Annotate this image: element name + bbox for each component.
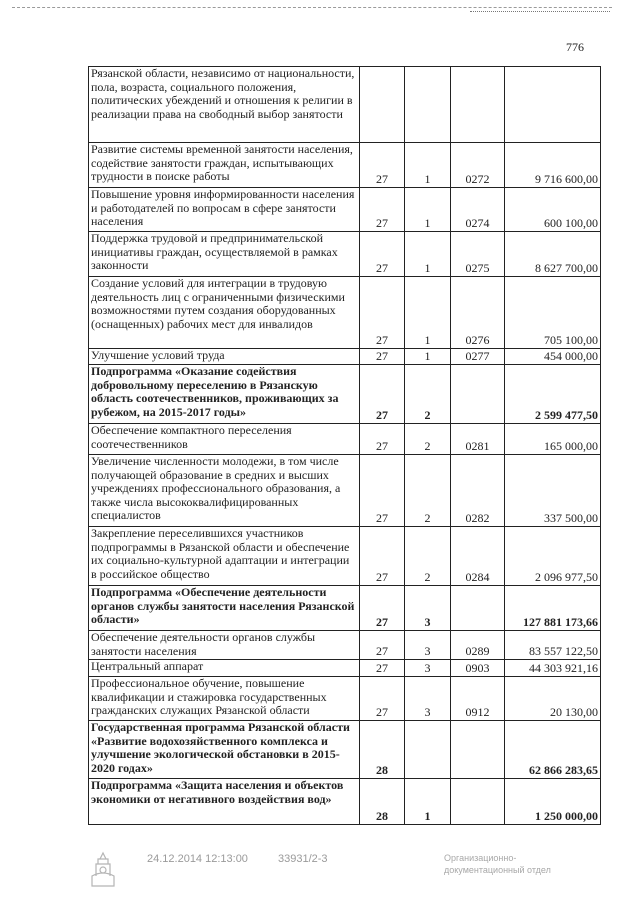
cell-amount	[505, 67, 601, 143]
cell-amount: 127 881 173,66	[505, 586, 601, 631]
cell-subsection: 2	[405, 424, 451, 455]
cell-amount: 20 130,00	[505, 677, 601, 721]
cell-target: 0277	[451, 349, 505, 365]
cell-subsection: 2	[405, 527, 451, 586]
table-row	[89, 277, 601, 349]
cell-target	[451, 365, 505, 424]
cell-target: 0284	[451, 527, 505, 586]
cell-section: 27	[360, 455, 405, 527]
cell-name: Профессиональное обучение, повышение квалификации и стажировка государственных гражданских служащих Рязанской области	[89, 677, 360, 721]
cell-name: Обеспечение деятельности органов службы занятости населения	[89, 631, 360, 660]
cell-section: 27	[360, 527, 405, 586]
cell-target	[451, 721, 505, 779]
cell-section: 27	[360, 660, 405, 677]
cell-amount: 165 000,00	[505, 424, 601, 455]
table-row	[89, 349, 601, 365]
cell-target: 0276	[451, 277, 505, 349]
table-row	[89, 660, 601, 677]
cell-name: Подпрограмма «Защита населения и объектов экономики от негативного воздействия вод»	[89, 779, 360, 825]
cell-amount: 337 500,00	[505, 455, 601, 527]
cell-target: 0281	[451, 424, 505, 455]
cell-name: Рязанской области, независимо от национальности, пола, возраста, социального положения, политических убеждений и отношения к религии в реализации права на свободный выбор занятости	[89, 67, 360, 143]
cell-name: Повышение уровня информированности населения и работодателей по вопросам в сфере занятости населения	[89, 188, 360, 232]
cell-subsection: 1	[405, 349, 451, 365]
cell-target	[451, 67, 505, 143]
table-row	[89, 365, 601, 424]
cell-amount: 705 100,00	[505, 277, 601, 349]
table-row	[89, 67, 601, 143]
cell-name: Государственная программа Рязанской области «Развитие водохозяйственного комплекса и улучшение экологической обстановки в 2015-2020 годах»	[89, 721, 360, 779]
cell-target: 0912	[451, 677, 505, 721]
top-scan-line	[12, 7, 612, 8]
footer-department	[444, 852, 551, 876]
cell-subsection: 3	[405, 586, 451, 631]
cell-subsection: 3	[405, 660, 451, 677]
cell-name: Развитие системы временной занятости населения, содействие занятости граждан, испытывающих трудности в поиске работы	[89, 143, 360, 188]
budget-table	[88, 66, 601, 825]
cell-section: 27	[360, 631, 405, 660]
cell-section: 27	[360, 277, 405, 349]
cell-target: 0282	[451, 455, 505, 527]
cell-subsection: 1	[405, 188, 451, 232]
cell-target: 0289	[451, 631, 505, 660]
cell-amount: 2 096 977,50	[505, 527, 601, 586]
cell-subsection: 2	[405, 455, 451, 527]
cell-amount: 2 599 477,50	[505, 365, 601, 424]
table-row	[89, 455, 601, 527]
cell-target	[451, 586, 505, 631]
cell-amount: 62 866 283,65	[505, 721, 601, 779]
cell-name: Закрепление переселившихся участников подпрограммы в Рязанской области и обеспечение их социально-культурной адаптации и интеграции в российское общество	[89, 527, 360, 586]
cell-subsection	[405, 67, 451, 143]
budget-table-body	[89, 67, 601, 825]
cell-section	[360, 67, 405, 143]
cell-section: 27	[360, 677, 405, 721]
cell-target: 0274	[451, 188, 505, 232]
cell-section: 27	[360, 143, 405, 188]
table-row	[89, 631, 601, 660]
cell-subsection: 1	[405, 277, 451, 349]
cell-section: 28	[360, 779, 405, 825]
cell-amount: 44 303 921,16	[505, 660, 601, 677]
cell-name: Улучшение условий труда	[89, 349, 360, 365]
cell-amount: 454 000,00	[505, 349, 601, 365]
footer-department-line1: Организационно-	[444, 853, 517, 863]
cell-target: 0272	[451, 143, 505, 188]
cell-name: Подпрограмма «Оказание содействия добровольному переселению в Рязанскую область соотечественников, проживающих за рубежом, на 2015-2017 годы»	[89, 365, 360, 424]
table-row	[89, 188, 601, 232]
cell-amount: 1 250 000,00	[505, 779, 601, 825]
coat-of-arms-emblem	[86, 850, 120, 888]
cell-name: Увеличение численности молодежи, в том числе получающей образование в средних и высших учреждениях профессионального образования, а также числа высококвалифицированных специалистов	[89, 455, 360, 527]
cell-section: 27	[360, 349, 405, 365]
table-row	[89, 424, 601, 455]
cell-target: 0903	[451, 660, 505, 677]
cell-subsection: 2	[405, 365, 451, 424]
cell-section: 27	[360, 232, 405, 277]
cell-name: Обеспечение компактного переселения соотечественников	[89, 424, 360, 455]
cell-subsection	[405, 721, 451, 779]
cell-target	[451, 779, 505, 825]
top-scan-mark	[470, 11, 610, 12]
cell-section: 27	[360, 424, 405, 455]
table-row	[89, 143, 601, 188]
table-row	[89, 527, 601, 586]
cell-target: 0275	[451, 232, 505, 277]
cell-name: Создание условий для интеграции в трудовую деятельность лиц с ограниченными физическими возможностями путем создания оборудованных (оснащенных) рабочих мест для инвалидов	[89, 277, 360, 349]
cell-subsection: 1	[405, 232, 451, 277]
cell-amount: 600 100,00	[505, 188, 601, 232]
footer-department-line2: документационный отдел	[444, 865, 551, 875]
cell-amount: 9 716 600,00	[505, 143, 601, 188]
cell-name: Подпрограмма «Обеспечение деятельности органов службы занятости населения Рязанской области»	[89, 586, 360, 631]
table-row	[89, 779, 601, 825]
cell-amount: 8 627 700,00	[505, 232, 601, 277]
cell-subsection: 1	[405, 779, 451, 825]
cell-name: Центральный аппарат	[89, 660, 360, 677]
table-row	[89, 232, 601, 277]
cell-section: 28	[360, 721, 405, 779]
footer-timestamp: 24.12.2014 12:13:00	[147, 853, 248, 865]
cell-subsection: 3	[405, 631, 451, 660]
cell-section: 27	[360, 586, 405, 631]
cell-subsection: 1	[405, 143, 451, 188]
cell-name: Поддержка трудовой и предпринимательской инициативы граждан, осуществляемой в рамках законности	[89, 232, 360, 277]
table-row	[89, 586, 601, 631]
cell-amount: 83 557 122,50	[505, 631, 601, 660]
cell-section: 27	[360, 188, 405, 232]
footer-doc-number: 33931/2-3	[278, 853, 328, 865]
table-row	[89, 677, 601, 721]
cell-subsection: 3	[405, 677, 451, 721]
page-number: 776	[566, 40, 584, 54]
table-row	[89, 721, 601, 779]
cell-section: 27	[360, 365, 405, 424]
